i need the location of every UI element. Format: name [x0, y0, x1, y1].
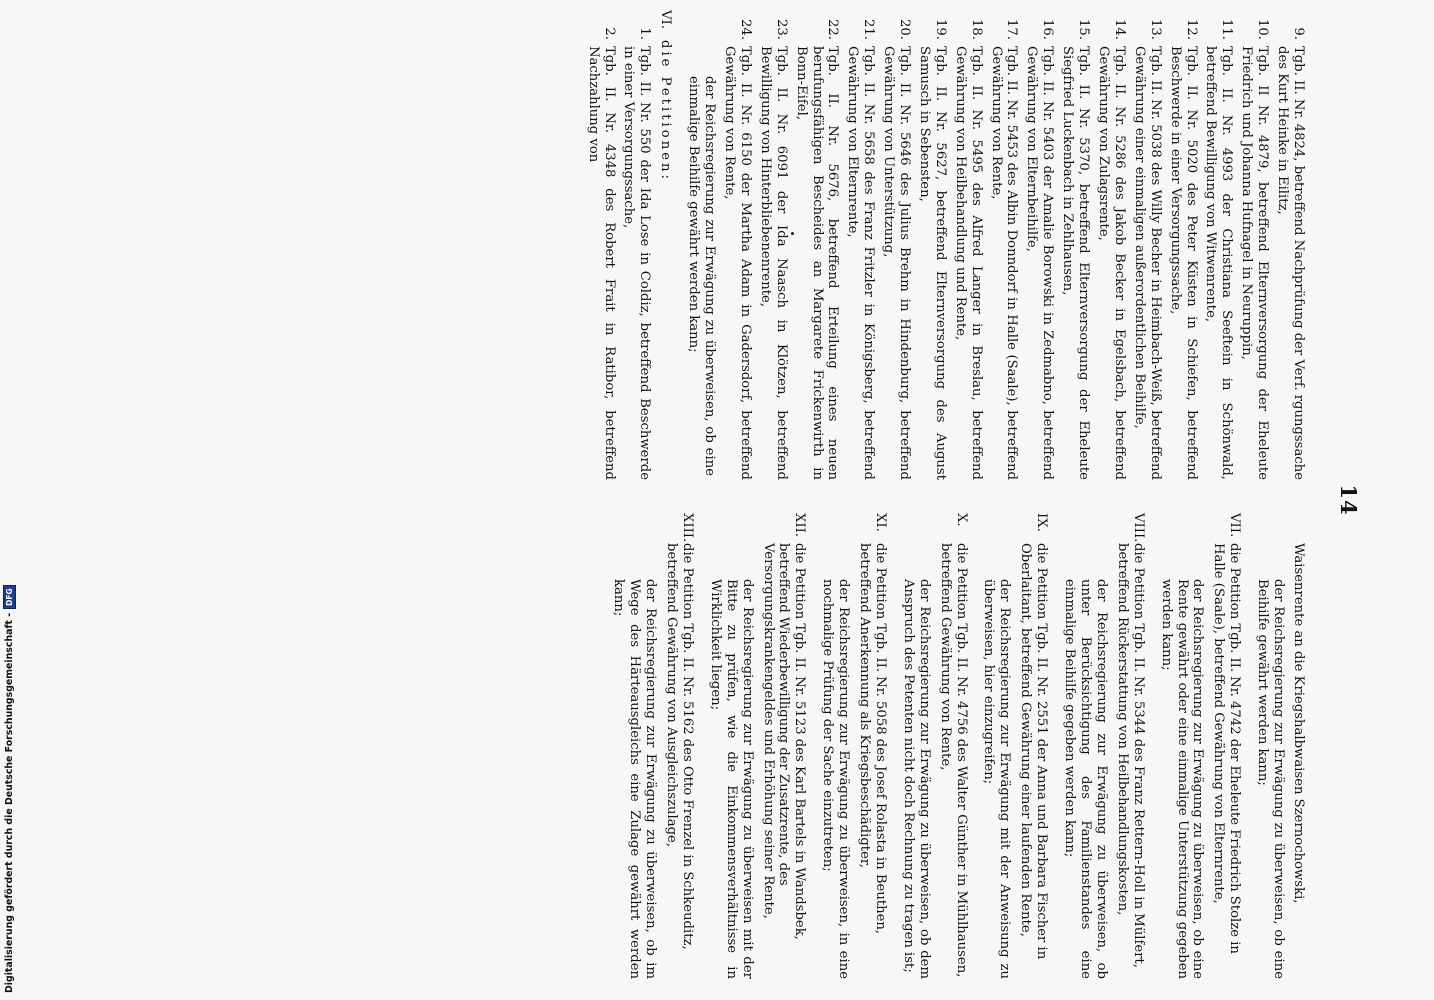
- entry-text: Tgb. II. Nr. 5020 des Peter Küsten in Schiefen, betreffend Beschwerde in einer Versorgungssache,: [1167, 46, 1199, 480]
- entry-text: Tgb. II. Nr. 5676, betreffend Erteilung eines neuen berufungsfähigen Bescheides an Margarete Frickenwirth in Bonn-Eifel,: [793, 46, 841, 480]
- entry-number: 24.: [737, 19, 753, 40]
- continuation-text: Waisenrente an die Kriegshalbwaisen Szernochowski,: [1291, 543, 1306, 904]
- section-numeral: VIII.: [1130, 513, 1146, 543]
- entry-text: Tgb. II. Nr. 5495 des Alfred Langer in Breslau, betreffend Gewährung von Heilbehandlung und Rente,: [952, 46, 984, 480]
- entry-number: 9.: [1291, 27, 1306, 40]
- entry-number: 11.: [1219, 19, 1235, 40]
- entry-number: 2.: [601, 27, 617, 40]
- entry-number: 22.: [825, 19, 841, 40]
- entry-number: 15.: [1076, 19, 1092, 40]
- section-numeral: VI.: [658, 10, 674, 29]
- section-heading: [1017, 513, 1049, 983]
- section-text: die Petition Tgb. II. Nr. 5123 des Karl Bartels in Wandsbek, betreffend Wiederbewilligung der Zusatzrente, des Versorgungskrankengeldes und Erhöhung seiner Rente,: [760, 543, 808, 940]
- petition-entry: [621, 10, 653, 480]
- petition-entry: [1274, 10, 1306, 480]
- decision-text: der Reichsregierung zur Erwägung zu überweisen, in eine nochmalige Prüfung der Sache einzutreten;: [820, 579, 852, 979]
- entry-text: Tgb. II. Nr. 5453 des Albin Donndorf in Halle (Saale), betreffend Gewährung von Rente,: [988, 46, 1020, 480]
- dfg-logo: DFG: [3, 585, 16, 609]
- entry-text: Tgb. II. Nr. 6091 der Ida Naasch in Klötzen, betreffend Bewilligung von Hinterbliebenenrente,: [757, 46, 789, 480]
- entry-text: Tgb. II. Nr. 4824, betreffend Nachprüfung der Verf. rgungssache des Kurt Heinke in Eilitz,: [1275, 46, 1306, 480]
- page-number: 14: [1336, 484, 1361, 516]
- entry-text: Tgb. II. Nr. 5286 des Jakob Becker in Egelsbach, betreffend Gewährung von Zulagsrente,: [1096, 46, 1127, 480]
- petition-entry: [1167, 10, 1199, 480]
- section-title: die Petitionen:: [658, 40, 674, 182]
- entry-number: 23.: [773, 19, 789, 40]
- section-heading: [856, 513, 888, 983]
- decision-text: der Reichsregierung zur Erwägung zu überweisen, ob dem Anspruch des Petenten nicht doch Rechnung zu tragen ist;: [900, 579, 932, 979]
- entry-text: Tgb. II Nr. 4879, betreffend Elternversorgung der Eheleute Friedrich und Johanna Hufnagel in Neuruppin,: [1239, 46, 1271, 480]
- section-text: die Petition Tgb. II. Nr. 2551 der Anna und Barbara Fischer in Oberlaitant, betreffend Gewährung einer laufenden Rente,: [1018, 543, 1050, 960]
- entry-text: Tgb. II. Nr. 5370, betreffend Elternversorgung der Eheleute Siegfried Luckenbach in Zehlhausen,: [1060, 46, 1092, 480]
- section-numeral: XI.: [872, 513, 888, 532]
- footer-text: Digitalisierung gefördert durch die Deutsche Forschungsgemeinschaft -: [3, 612, 15, 993]
- decision-text: der Reichsregierung zur Erwägung zu überweisen mit der Bitte zu prüfen, wie die Einkommensverhältnisse in Wirklichkeit liegen;: [707, 579, 755, 979]
- entry-number: 14.: [1111, 19, 1127, 40]
- section-text: die Petition Tgb. II. Nr. 4756 des Walter Günther in Mühlhausen, betreffend Gewährung von Rente,: [937, 543, 969, 978]
- petition-entry: [1131, 10, 1163, 480]
- section-text: die Petition Tgb. II. Nr. 5344 des Franz Rettern-Holl in Mülfert, betreffend Rückerstattung von Heilbehandlungskosten,: [1114, 543, 1146, 969]
- section-vi-heading: [657, 10, 673, 480]
- petition-entry: [585, 10, 617, 480]
- entry-text: Tgb. II. Nr. 5658 des Franz Fritzler in Königsberg, betreffend Gewährung von Elternrente,: [845, 46, 877, 480]
- entry-text: Tgb. II. Nr. 5403 der Amalie Borowski in Zedmabno, betreffend Gewährung von Elternbeihilfe,: [1024, 46, 1056, 480]
- section-numeral: X.: [953, 513, 969, 527]
- section-heading: [760, 513, 808, 983]
- section-heading: [937, 513, 969, 983]
- section-text: die Petition Tgb. II. Nr. 5162 des Otto Frenzel in Schkeuditz, betreffend Gewährung von Ausgleichszulage,: [664, 543, 695, 950]
- entry-number: 12.: [1183, 19, 1199, 40]
- petition-entry: [1203, 10, 1235, 480]
- petition-entry: [1095, 10, 1127, 480]
- section-numeral: IX.: [1034, 513, 1050, 532]
- entry-text: Tgb. II. Nr. 5038 des Willy Becher in Heimbach-Weiß, betreffend Gewährung einer einmaligen außerordentlichen Beihilfe,: [1131, 46, 1163, 480]
- section-numeral: XII.: [792, 513, 808, 537]
- decision-text: der Reichsregierung zur Erwägung zu überweisen, ob eine Beihilfe gewährt werden kann;: [1255, 579, 1287, 979]
- scan-speck: [791, 232, 794, 235]
- petition-entry: [1024, 10, 1056, 480]
- decision-text: der Reichsregierung zur Erwägung mit der Anweisung zu überweisen, hier einzugreifen;: [981, 579, 1013, 979]
- decision-text: der Reichsregierung zur Erwägung zu überweisen, ob eine einmalige Beihilfe gewährt werden kann;: [686, 76, 718, 476]
- entry-text: Tgb. II. Nr. 550 der Ida Lose in Coldiz, betreffend Beschwerde in einer Versorgungssache,: [621, 46, 653, 480]
- decision-text: der Reichsregierung zur Erwägung zu überweisen, ob unter Berücksichtigung des Familienstandes eine einmalige Beihilfe gegeben werden kann;: [1062, 579, 1109, 979]
- petition-entry: [880, 10, 912, 480]
- section-text: die Petition Tgb. II. Nr. 4742 der Eheleute Friedrich Stolze in Halle (Saale), betreffend Gewährung von Elternrente,: [1211, 543, 1243, 954]
- petition-entry: [721, 10, 753, 480]
- right-column: [604, 513, 1306, 983]
- decision-text: der Reichsregierung zur Erwägung zu überweisen, ob eine Rente gewährt oder eine einmalige Unterstützung gegeben werden kann;: [1158, 579, 1206, 979]
- section-numeral: XIII.: [679, 513, 695, 543]
- section-heading: [1114, 513, 1146, 983]
- entry-text: Tgb. II. Nr. 4348 des Robert Frait in Ratibor, betreffend Nachzahlung von: [585, 46, 617, 480]
- entry-number: 17.: [1004, 19, 1020, 40]
- petition-entry: [952, 10, 984, 480]
- digitization-footer: [2, 573, 16, 993]
- petition-entry: [916, 10, 948, 480]
- petition-entry: [1059, 10, 1091, 480]
- left-column: [581, 10, 1306, 480]
- entry-number: 21.: [861, 19, 877, 40]
- entry-number: 18.: [968, 19, 984, 40]
- section-numeral: VII.: [1227, 513, 1243, 538]
- entry-number: 13.: [1147, 19, 1163, 40]
- entry-number: 19.: [932, 19, 948, 40]
- entry-text: Tgb. II. Nr. 5627, betreffend Elternversorgung des August Samusch in Sebensten,: [916, 46, 948, 480]
- entry-text: Tgb. II. Nr. 6150 der Martha Adam in Gadersdorf, betreffend Gewährung von Rente,: [722, 46, 753, 480]
- entry-number: 20.: [897, 19, 913, 40]
- entry-text: Tgb. II. Nr. 4993 der Christiana Seeftein in Schönwald, betreffend Bewilligung von Witwenrente,: [1203, 46, 1235, 480]
- petition-entry: [757, 10, 789, 480]
- entry-text: Tgb. II. Nr. 5646 des Julius Brehm in Hindenburg, betreffend Gewährung von Unterstützung,: [881, 46, 913, 480]
- entry-number: 16.: [1040, 19, 1056, 40]
- petition-entry: [1238, 10, 1270, 480]
- entry-number: 1.: [637, 27, 653, 40]
- petition-entry: [844, 10, 876, 480]
- entry-number: 10.: [1255, 19, 1271, 40]
- petition-entry: [793, 10, 841, 480]
- section-heading: [1210, 513, 1242, 983]
- section-heading: [663, 513, 695, 983]
- section-text: die Petition Tgb. II. Nr. 5058 des Josef Rolasta in Beuthen, betreffend Anerkennung als Kriegsbeschädigter,: [857, 543, 888, 935]
- petition-entry: [988, 10, 1020, 480]
- decision-text: der Reichsregierung zur Erwägung zu überweisen, ob im Wege des Härteausgleichs eine Zulage gewährt werden kann;: [611, 579, 659, 979]
